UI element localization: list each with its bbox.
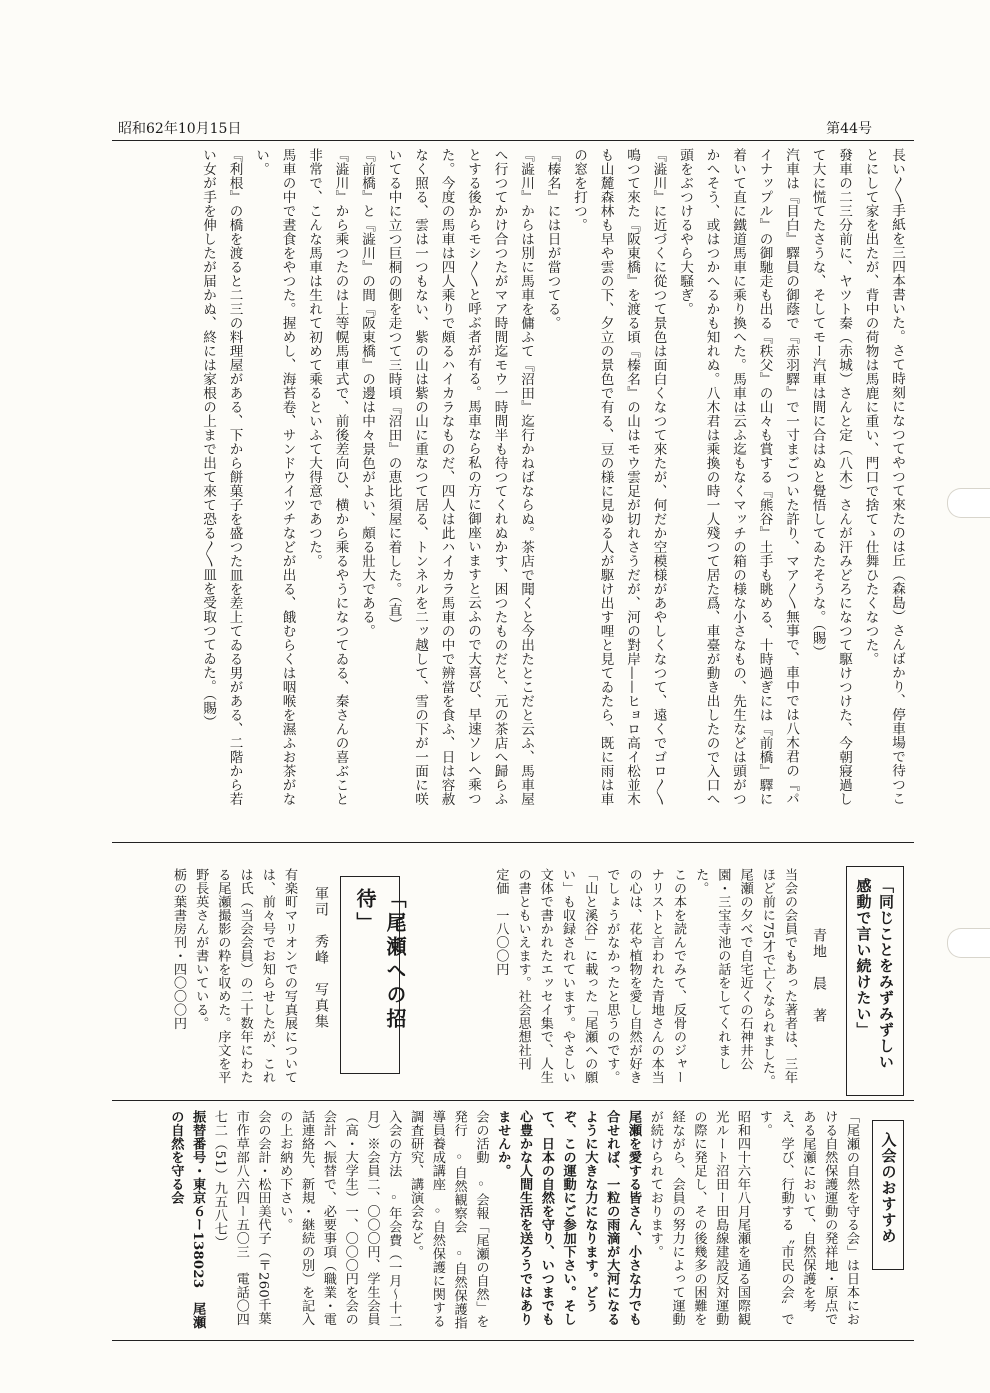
article-paragraph: 馬車の中で晝食をやつた。握めし、海苔卷、サンドウイツチなどが出る、餓むらくは咽喉を濕ふお茶がない。 (253, 148, 296, 806)
top-rule (112, 140, 914, 141)
membership-paragraph: 入会の方法 ◦年会費（一月〜十二月）※会員二、〇〇〇円、学生会員（高・大学生）一、〇〇〇円を会の会計へ振替で、必要事項（職業・電話連絡先、新規・継続の別）を記入の上お納め下さい。 (277, 1110, 402, 1328)
article-paragraph: 長い〳〵手紙を三四本書いた。さて時刻になつてやつて來たのは丘（森島）さんばかり、停車場で待つことにして家を出たが、背中の荷物は馬鹿に重い、門口で捨てゝ仕舞ひたくなつた。 (862, 148, 905, 806)
bottom-rule (112, 1340, 914, 1341)
book-review-text (493, 868, 800, 1090)
membership-paragraph: 昭和四十六年八月尾瀬を通る国際観光ルート沼田ー田島線建設反対運動の際に発足し、その後幾多の困難を経ながら、会員の努力によって運動が続けられております。 (647, 1110, 751, 1326)
main-article (126, 148, 910, 816)
membership-title: 入会のおすすめ (879, 1132, 898, 1244)
book-author: 青地 晨 著 (811, 928, 827, 1024)
membership-paragraph: 尾瀬を愛する皆さん、小さな力でも合せれば、一粒の雨滴が大河になるように大きな力になります。どうぞ、この運動にご参加下さい。そして、日本の自然を守り、いつまでも心豊かな人間生活を送ろうではありませんか。 (495, 1110, 642, 1326)
article-paragraph: 『榛名』には日が當つてる。 (544, 148, 561, 330)
article-paragraph: 『澁川』からは別に馬車を傭ふて『沼田』迄行かねばならぬ。茶店で聞くと今出たとこだと云ふ、馬車屋へ行つてかけ合つたがマア時間迄モウ一時間半も待つてくれぬかす、困つたものだと、元の茶店へ歸らふとする後からモシ〳〵と呼ぶ者が有る。馬車なら私の方に御座いますと云ふので大喜び、早速ソレへ乘つた。今度の馬車は四人乘りで頗るハイカラなものだ、四人は此ハイカラ馬車の中で辨當を食ふ、日は容赦なく照る、雲は一つもない、紫の山は紫の山に重なつて居る、トンネルを二ッ越して、雪の下が一面に咲いてる中に立つ巨桐の側を走つて三時頃『沼田』の恵比須屋に着した。（直） (385, 148, 534, 806)
review-paragraph: この本を読んでみて、反骨のジャーナリストと言われた青地さんの本当の心は、花や植物を愛し自然が好きでしょうがなかったと思うのです。 (604, 868, 686, 1084)
photobook-text (130, 868, 300, 1090)
review-paragraph: 当会の会員でもあった著者は、三年ほど前に75才で亡くなられました。尾瀬の夕べで自宅近くの石神井公園・三宝寺池の話をしてくれました。 (693, 868, 797, 1088)
middle-rule (112, 842, 914, 843)
article-paragraph: 『利根』の橋を渡ると二三の料理屋がある、下から餅菓子を盛つた皿を差上てゐる男がある、二階から若い女が手を伸したが届かぬ、終には家根の上まで出て來て恐る〳〵皿を受取つてゐた。（賜） (200, 148, 243, 806)
article-paragraph: 發車の二三分前に、ヤツト秦（赤城）さんと定（八木）さんが汗みどろになつて駆けつけた、今朝寢過して大に慌てたさうな、そしてモー汽車は間に合はぬと覺悟してゐたそうな。（賜） (809, 148, 852, 806)
membership-paragraph: 振替番号・東京６ー138023 尾瀬の自然を守る会 (168, 1110, 206, 1329)
review-paragraph: 「山と溪谷」に載った「尾瀬への願い」も収録されています。やさしい文体で書かれたエッセイ集で、人生の書ともいえます。社会思想社刊 定価 一八〇〇円 (493, 868, 598, 1084)
membership-paragraph: 会の会計・松田美代子（〒260千葉市作草部八六四ー五〇三 電話〇四七二（51）九五八七） (211, 1110, 271, 1326)
membership-text (140, 1110, 862, 1332)
article-paragraph: 汽車は『目白』驛員の御蔭で『赤羽驛』で一寸まごついた許り、マア〳〵無事で、車中では八木君の『パイナップル』の御馳走も出る『秩父』の山々も賞する『熊谷』土手も眺める、十時過ぎには『前橋』驛に着いて直に鐵道馬車に乘り換へた。馬車は云ふ迄もなくマッチの箱の様な小さなもの、先生などは頭がつかへそう、或はつかへるかも知れぬ。八木君は乘換の時一人殘つて居た爲、車臺が動き出したので入口へ頭をぶつけるやら大騒ぎ。 (677, 148, 799, 806)
photobook-paragraph: 栃の葉書房刊・四〇〇〇円 (170, 868, 186, 1030)
article-paragraph: 『澁川』から乘つたのは上等幌馬車式で、前後差向ひ、横から乘るやうになつてゐる、秦さんの喜ぶこと非常で、こんな馬車は生れて初めて乘るといふて大得意であつた。 (306, 148, 349, 806)
book-title: 「同じことをみずみずしい感動で言い続けたい」 (854, 878, 895, 1070)
binder-hole (947, 928, 990, 958)
membership-paragraph: 「尾瀬の自然を守る会」は日本における自然保護運動の発祥地・原点である尾瀬において、自然保護を考え、学び、行動する〝市民の会〟です。 (756, 1110, 859, 1326)
issue-date: 昭和62年10月15日 (118, 121, 242, 137)
issue-number: 第44号 (826, 121, 872, 137)
membership-paragraph: 会の活動 ◦会報「尾瀬の自然」を発行 ◦自然観察会 ◦自然保護指導員養成講座 ◦自然保護に関する調査研究、講演会など。 (408, 1110, 489, 1330)
photobook-paragraph: 有楽町マリオンでの写真展については、前々号でお知らせしたが、これは氏（当会会員）の二十数年にわたる尾瀬撮影の粋を収めた。序文を平野長英さんが書いている。 (193, 868, 297, 1084)
photobook-author: 軍司 秀峰 写真集 (313, 886, 329, 1030)
article-paragraph: 『澁川』に近づくに從つて景色は面白くなつて來たが、何だか空模様があやしくなつて、遠くでゴロ〳〵鳴つて來た『阪東橋』を渡る頃『榛名』の山はモウ雲足が切れさうだが、河の對岸——ヒョロ高イ松並木も山麓森林も早や雲の下、夕立の景色で有る、豆の様に見ゆる人が駆け出す哩と見てゐたら、既に雨は車の窓を打つ。 (571, 148, 667, 806)
photobook-title: 「尾瀬への招待」 (353, 888, 407, 1032)
article-paragraph: 『前橋』と『澁川』の間『阪東橋』の邊は中々景色がよい、頗る壯大である。 (359, 148, 375, 638)
binder-hole (947, 488, 990, 518)
lower-rule (112, 1100, 914, 1101)
